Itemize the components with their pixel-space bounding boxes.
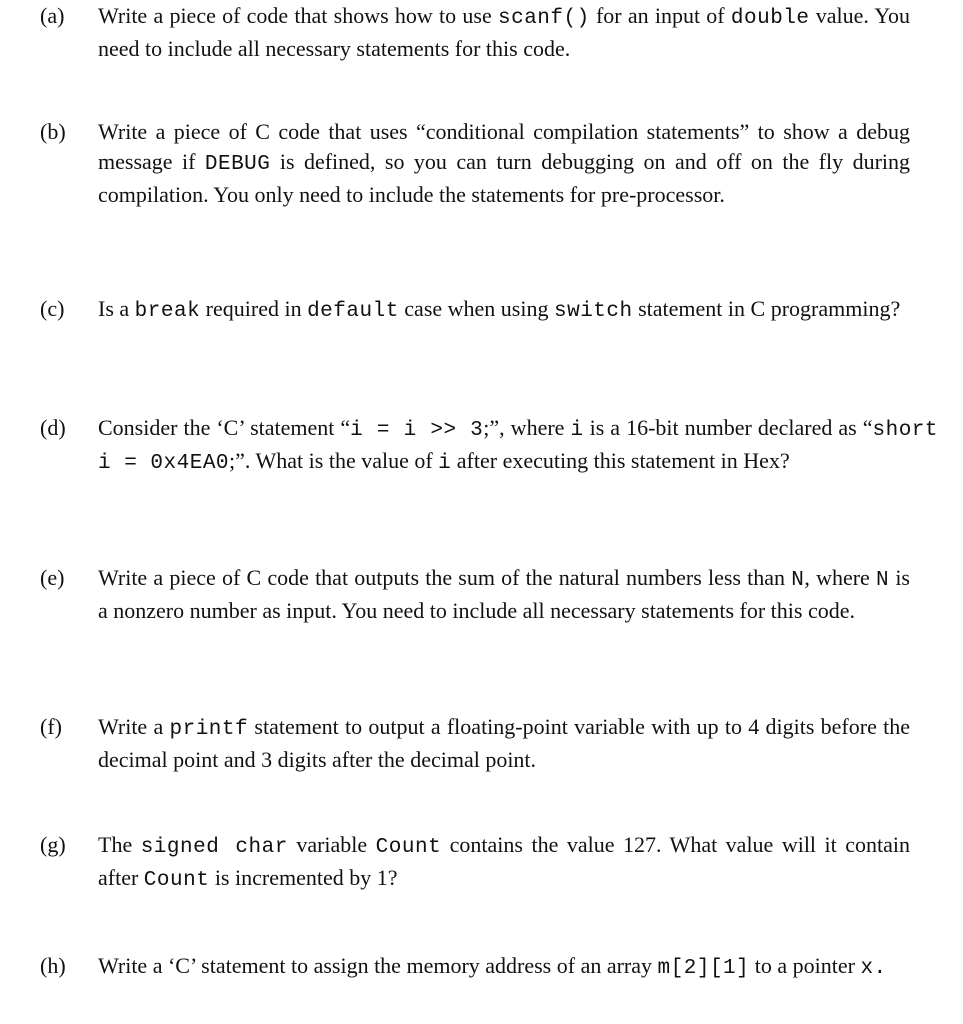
text-segment: variable bbox=[287, 832, 376, 857]
question-text bbox=[98, 712, 910, 775]
code-segment: m[2][1] bbox=[657, 957, 750, 980]
code-segment: i bbox=[438, 452, 452, 475]
code-segment: default bbox=[307, 300, 399, 323]
question-label: (f) bbox=[40, 714, 62, 739]
code-segment: short i = 0x4EA0 bbox=[98, 419, 939, 475]
text-segment: required in bbox=[200, 296, 308, 321]
text-segment: Consider the ‘C’ statement “ bbox=[98, 415, 351, 440]
question-text bbox=[98, 117, 910, 210]
code-segment: break bbox=[134, 300, 201, 323]
question-label: (a) bbox=[40, 3, 65, 28]
text-segment: Is a bbox=[98, 296, 135, 321]
text-segment: contains the value 127. What value will it contain after bbox=[98, 832, 910, 890]
question-label: (h) bbox=[40, 953, 66, 978]
text-segment: to a pointer bbox=[749, 953, 861, 978]
code-segment: scanf() bbox=[497, 7, 590, 30]
code-segment: N bbox=[876, 569, 890, 592]
text-segment: Write a piece of C code that uses “conditional compilation statements” to show a debug message if bbox=[98, 119, 910, 174]
question-label: (c) bbox=[40, 296, 65, 321]
text-segment: for an input of bbox=[589, 3, 731, 28]
text-segment: case when using bbox=[398, 296, 554, 321]
code-segment: i bbox=[570, 419, 584, 442]
question-text bbox=[98, 1, 910, 64]
text-segment: is a 16-bit number declared as “ bbox=[583, 415, 873, 440]
text-segment: is incremented by 1? bbox=[209, 865, 398, 890]
question-text bbox=[98, 413, 938, 479]
code-segment: x. bbox=[860, 957, 887, 980]
code-segment: signed char bbox=[140, 836, 288, 859]
question-text bbox=[98, 951, 910, 984]
text-segment: is a nonzero number as input. You need to include all necessary statements for this code. bbox=[98, 565, 910, 623]
question-text bbox=[98, 563, 910, 626]
code-segment: switch bbox=[553, 300, 633, 323]
code-segment: double bbox=[730, 7, 810, 30]
text-segment: Write a ‘C’ statement to assign the memory address of an array bbox=[98, 953, 658, 978]
text-segment: ;”. What is the value of bbox=[229, 448, 439, 473]
text-segment: value. You need to include all necessary statements for this code. bbox=[98, 3, 911, 61]
question-label: (b) bbox=[40, 119, 66, 144]
code-segment: i = i >> 3 bbox=[350, 419, 484, 442]
text-segment: The bbox=[98, 832, 141, 857]
code-segment: DEBUG bbox=[204, 153, 271, 176]
code-segment: Count bbox=[375, 836, 442, 859]
text-segment: statement in C programming? bbox=[632, 296, 901, 321]
code-segment: printf bbox=[169, 718, 249, 741]
question-text bbox=[98, 830, 910, 896]
code-segment: N bbox=[791, 569, 805, 592]
text-segment: Write a bbox=[98, 714, 170, 739]
text-segment: Write a piece of code that shows how to use bbox=[98, 3, 498, 28]
question-label: (d) bbox=[40, 415, 66, 440]
code-segment: Count bbox=[143, 869, 210, 892]
text-segment: is defined, so you can turn debugging on and off on the fly during compilation. You only need to include the statements for pre-processor. bbox=[98, 149, 911, 207]
text-segment: , where bbox=[804, 565, 877, 590]
text-segment: ;”, where bbox=[483, 415, 571, 440]
text-segment: after executing this statement in Hex? bbox=[451, 448, 790, 473]
question-label: (e) bbox=[40, 565, 65, 590]
question-label: (g) bbox=[40, 832, 66, 857]
text-segment: Write a piece of C code that outputs the sum of the natural numbers less than bbox=[98, 565, 792, 590]
text-segment: statement to output a floating-point variable with up to 4 digits before the decimal point and 3 digits after the decimal point. bbox=[98, 714, 910, 772]
question-text bbox=[98, 294, 910, 327]
